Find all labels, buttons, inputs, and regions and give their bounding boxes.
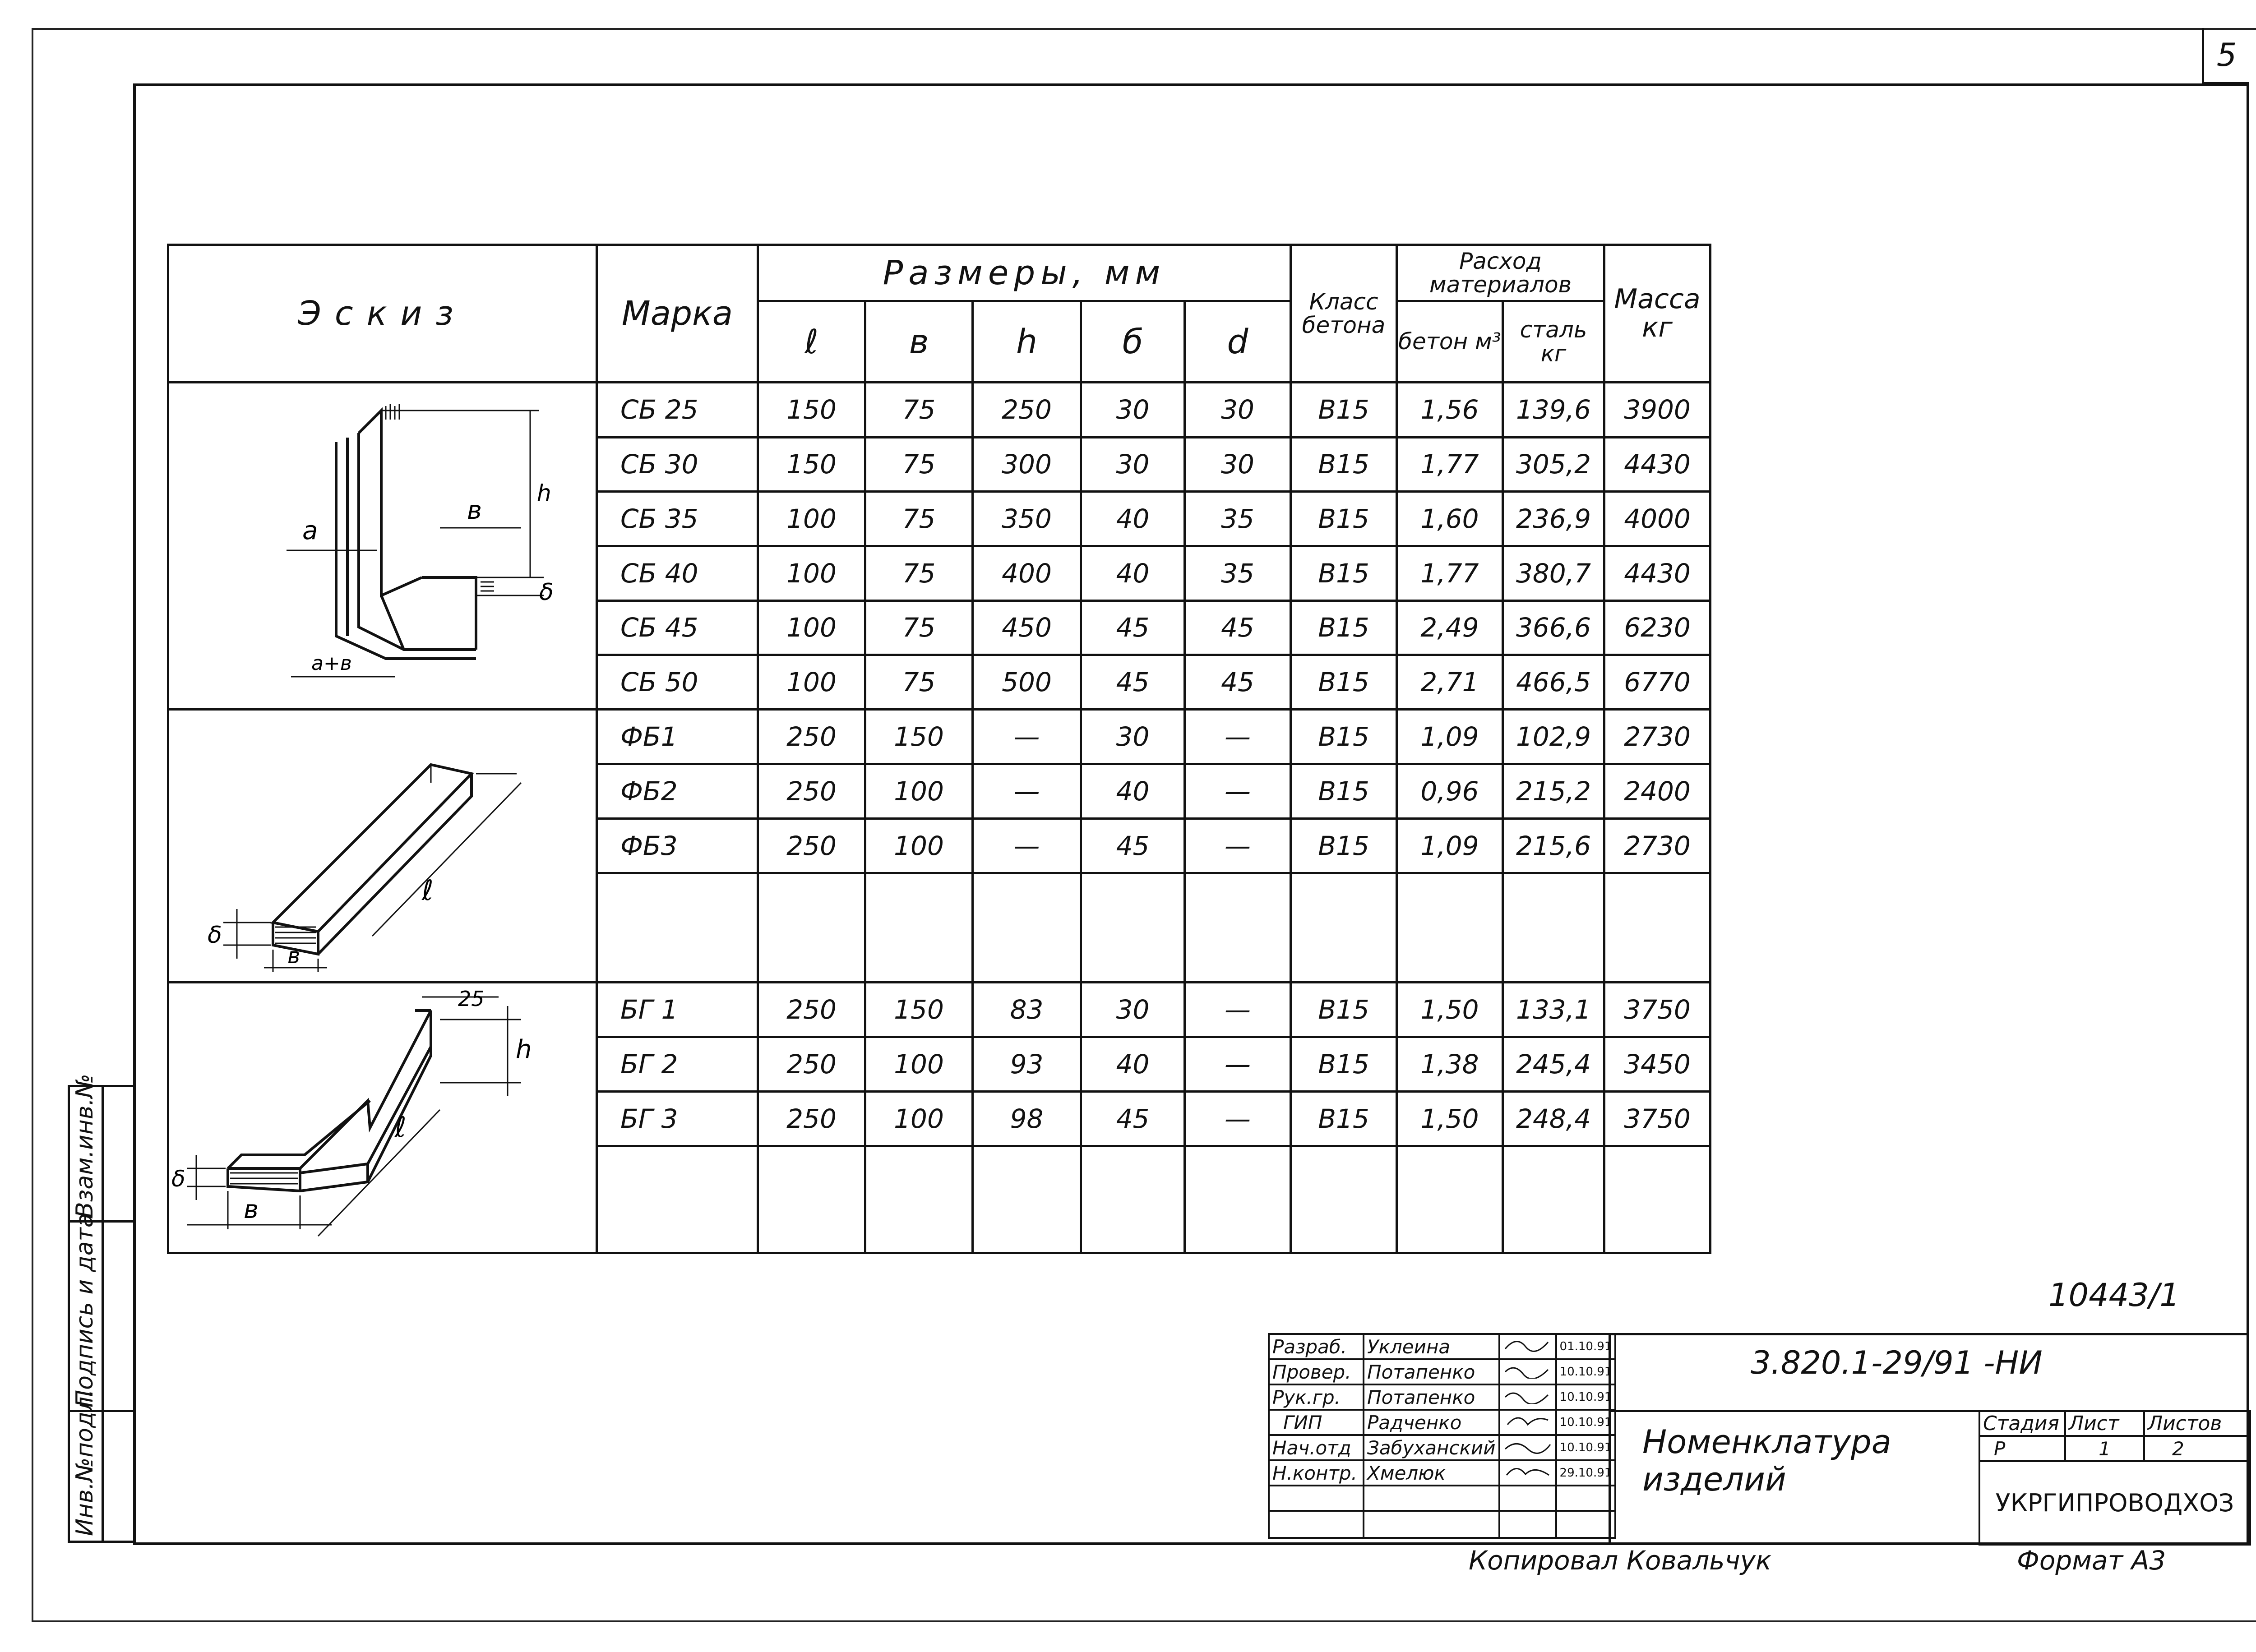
sketch-fb-label-l: ℓ — [422, 874, 434, 907]
sketch-fb-label-b: в — [287, 943, 300, 969]
empty-cell — [1499, 1511, 1556, 1538]
sketch-bg-label-l: ℓ — [395, 1111, 407, 1144]
empty-cell — [1604, 873, 1710, 983]
row-concrete: 0,96 — [1397, 764, 1503, 819]
row-concrete: 1,50 — [1397, 1092, 1503, 1146]
signature-date: 10.10.91 — [1556, 1384, 1616, 1410]
signature-row — [1269, 1334, 1615, 1359]
row-h: — — [973, 819, 1081, 873]
row-b: 150 — [865, 983, 973, 1037]
row-d: 35 — [1185, 492, 1291, 546]
row-h: 450 — [973, 600, 1081, 655]
row-mark: БГ 3 — [597, 1092, 758, 1146]
row-t: 40 — [1081, 764, 1185, 819]
side-stamp — [68, 1074, 135, 1543]
row-concrete: 1,60 — [1397, 492, 1503, 546]
sketch-bg-label-delta: δ — [171, 1166, 185, 1192]
row-mark: СБ 25 — [597, 383, 758, 438]
row-h: 350 — [973, 492, 1081, 546]
row-t: 40 — [1081, 1037, 1185, 1092]
side-stamp-signature: Подпись и дата — [71, 1213, 98, 1407]
row-class: В15 — [1291, 1037, 1397, 1092]
row-class: В15 — [1291, 437, 1397, 492]
document-title: Номенклатура изделий — [1642, 1423, 1891, 1498]
row-steel: 102,9 — [1503, 710, 1604, 764]
empty-cell — [865, 1146, 973, 1253]
row-l: 250 — [758, 710, 865, 764]
header-concrete-m3: бетон м³ — [1397, 301, 1503, 383]
empty-cell — [1364, 1486, 1499, 1511]
signature-date: 29.10.91 — [1556, 1460, 1616, 1486]
row-b: 75 — [865, 655, 973, 710]
signature-table — [1268, 1333, 1616, 1539]
row-d: — — [1185, 819, 1291, 873]
row-d: 30 — [1185, 437, 1291, 492]
signature-name: Хмелюк — [1364, 1460, 1499, 1486]
signature-date: 10.10.91 — [1556, 1359, 1616, 1384]
row-l: 100 — [758, 492, 865, 546]
empty-cell — [1291, 1146, 1397, 1253]
row-d: — — [1185, 983, 1291, 1037]
empty-cell — [758, 873, 865, 983]
row-l: 150 — [758, 437, 865, 492]
row-d: 45 — [1185, 655, 1291, 710]
row-t: 30 — [1081, 983, 1185, 1037]
signature-role: Провер. — [1269, 1359, 1364, 1384]
empty-cell — [758, 1146, 865, 1253]
row-d: 30 — [1185, 383, 1291, 438]
row-b: 75 — [865, 437, 973, 492]
row-mark: БГ 1 — [597, 983, 758, 1037]
empty-cell — [1081, 1146, 1185, 1253]
row-l: 250 — [758, 1092, 865, 1146]
row-h: 400 — [973, 546, 1081, 600]
signature-name: Потапенко — [1364, 1359, 1499, 1384]
row-concrete: 1,77 — [1397, 437, 1503, 492]
row-steel: 245,4 — [1503, 1037, 1604, 1092]
signature-mark — [1499, 1384, 1556, 1410]
empty-cell — [1503, 1146, 1604, 1253]
signature-date: 01.10.91 — [1556, 1334, 1616, 1359]
empty-cell — [597, 873, 758, 983]
sketch-bg-label-b: в — [244, 1195, 259, 1224]
stage-value: Р — [1979, 1436, 2065, 1461]
header-sketch: Эскиз — [168, 245, 597, 383]
empty-cell — [1185, 1146, 1291, 1253]
signature-row — [1269, 1359, 1615, 1384]
empty-cell — [1556, 1511, 1616, 1538]
row-class: В15 — [1291, 764, 1397, 819]
signature-mark — [1499, 1460, 1556, 1486]
signature-mark — [1499, 1359, 1556, 1384]
row-mark: ФБ3 — [597, 819, 758, 873]
row-steel: 215,6 — [1503, 819, 1604, 873]
row-class: В15 — [1291, 983, 1397, 1037]
row-l: 150 — [758, 383, 865, 438]
row-d: 45 — [1185, 600, 1291, 655]
row-concrete: 1,56 — [1397, 383, 1503, 438]
row-t: 45 — [1081, 600, 1185, 655]
sheet-label: Лист — [2065, 1411, 2144, 1436]
sketch-fb-label-delta: δ — [208, 922, 222, 949]
header-dim-t: б — [1081, 301, 1185, 383]
header-concrete-class: Класс бетона — [1291, 245, 1397, 383]
row-mass: 6770 — [1604, 655, 1710, 710]
row-mass: 2730 — [1604, 710, 1710, 764]
row-mark: БГ 2 — [597, 1037, 758, 1092]
row-mass: 3900 — [1604, 383, 1710, 438]
row-t: 45 — [1081, 819, 1185, 873]
row-h: 250 — [973, 383, 1081, 438]
row-h: 500 — [973, 655, 1081, 710]
row-mass: 3750 — [1604, 1092, 1710, 1146]
row-mark: ФБ2 — [597, 764, 758, 819]
header-materials: Расход материалов — [1397, 245, 1604, 301]
sketch-sb — [168, 383, 597, 710]
empty-cell — [865, 873, 973, 983]
row-mass: 2400 — [1604, 764, 1710, 819]
row-concrete: 1,09 — [1397, 710, 1503, 764]
sheet-number-box — [2202, 28, 2249, 84]
sketch-sb-label-h: h — [537, 480, 551, 506]
header-dim-h: h — [973, 301, 1081, 383]
row-t: 40 — [1081, 546, 1185, 600]
row-b: 100 — [865, 819, 973, 873]
sketch-sb-label-a: a — [302, 516, 318, 545]
row-mark: ФБ1 — [597, 710, 758, 764]
row-steel: 380,7 — [1503, 546, 1604, 600]
row-t: 45 — [1081, 655, 1185, 710]
row-concrete: 1,77 — [1397, 546, 1503, 600]
header-mass: Масса кг — [1604, 245, 1710, 383]
sketch-fb — [168, 710, 597, 983]
row-b: 150 — [865, 710, 973, 764]
row-h: 83 — [973, 983, 1081, 1037]
row-t: 30 — [1081, 383, 1185, 438]
sketch-bg-label-h: h — [516, 1035, 532, 1064]
empty-cell — [1499, 1486, 1556, 1511]
row-concrete: 2,49 — [1397, 600, 1503, 655]
row-t: 40 — [1081, 492, 1185, 546]
header-dim-l: ℓ — [758, 301, 865, 383]
row-b: 75 — [865, 600, 973, 655]
sketch-bg — [168, 983, 597, 1253]
sketch-sb-label-b: в — [467, 496, 482, 525]
sketch-sb-label-delta: δ — [539, 579, 554, 606]
empty-cell — [597, 1146, 758, 1253]
row-class: В15 — [1291, 1092, 1397, 1146]
empty-cell — [1269, 1511, 1364, 1538]
row-t: 45 — [1081, 1092, 1185, 1146]
empty-cell — [1081, 873, 1185, 983]
side-stamp-replaced: Взам.инв.№ — [71, 1074, 98, 1218]
sheets-value: 2 — [2144, 1436, 2250, 1461]
row-mass: 6230 — [1604, 600, 1710, 655]
row-mass: 4430 — [1604, 437, 1710, 492]
row-d: 35 — [1185, 546, 1291, 600]
row-h: 93 — [973, 1037, 1081, 1092]
row-steel: 139,6 — [1503, 383, 1604, 438]
signature-mark — [1499, 1334, 1556, 1359]
spec-table — [167, 244, 1711, 1254]
outer-frame-bottom — [32, 1620, 2256, 1622]
row-class: В15 — [1291, 655, 1397, 710]
sketch-sb-label-ab: a+в — [311, 652, 352, 675]
row-t: 30 — [1081, 710, 1185, 764]
row-l: 100 — [758, 600, 865, 655]
empty-cell — [1397, 873, 1503, 983]
row-steel: 366,6 — [1503, 600, 1604, 655]
signature-date: 10.10.91 — [1556, 1410, 1616, 1435]
row-d: — — [1185, 1092, 1291, 1146]
row-concrete: 2,71 — [1397, 655, 1503, 710]
organization: УКРГИПРОВОДХОЗ — [1979, 1461, 2250, 1545]
signature-name: Радченко — [1364, 1410, 1499, 1435]
row-steel: 248,4 — [1503, 1092, 1604, 1146]
row-d: — — [1185, 710, 1291, 764]
row-l: 100 — [758, 655, 865, 710]
row-steel: 133,1 — [1503, 983, 1604, 1037]
row-concrete: 1,09 — [1397, 819, 1503, 873]
row-mark: СБ 35 — [597, 492, 758, 546]
row-b: 100 — [865, 1037, 973, 1092]
empty-cell — [1185, 873, 1291, 983]
inventory-number: 10443/1 — [2048, 1277, 2180, 1314]
row-h: 98 — [973, 1092, 1081, 1146]
row-b: 100 — [865, 1092, 973, 1146]
signature-name: Уклеина — [1364, 1334, 1499, 1359]
sketch-sb-drawing — [169, 383, 596, 708]
header-dimensions: Размеры, мм — [758, 245, 1291, 301]
row-concrete: 1,50 — [1397, 983, 1503, 1037]
row-class: В15 — [1291, 546, 1397, 600]
empty-cell — [1291, 873, 1397, 983]
header-steel-kg: сталь кг — [1503, 301, 1604, 383]
signature-role: ГИП — [1269, 1410, 1364, 1435]
outer-frame-left — [32, 28, 33, 1620]
row-b: 75 — [865, 546, 973, 600]
empty-cell — [1604, 1146, 1710, 1253]
row-class: В15 — [1291, 600, 1397, 655]
side-stamp-inv: Инв.№подл. — [71, 1389, 98, 1536]
row-t: 30 — [1081, 437, 1185, 492]
signature-role: Нач.отд — [1269, 1435, 1364, 1460]
header-dim-b: в — [865, 301, 973, 383]
row-d: — — [1185, 764, 1291, 819]
row-mass: 3450 — [1604, 1037, 1710, 1092]
empty-cell — [1269, 1486, 1364, 1511]
sheet-number: 5 — [2216, 37, 2237, 74]
signature-role: Н.контр. — [1269, 1460, 1364, 1486]
row-class: В15 — [1291, 492, 1397, 546]
row-l: 100 — [758, 546, 865, 600]
stage-table — [1979, 1410, 2251, 1546]
sketch-fb-drawing — [169, 711, 596, 981]
header-dim-d: d — [1185, 301, 1291, 383]
signature-role: Рук.гр. — [1269, 1384, 1364, 1410]
row-mark: СБ 40 — [597, 546, 758, 600]
row-h: 300 — [973, 437, 1081, 492]
row-l: 250 — [758, 983, 865, 1037]
row-steel: 215,2 — [1503, 764, 1604, 819]
header-mark: Марка — [597, 245, 758, 383]
row-d: — — [1185, 1037, 1291, 1092]
signature-date: 10.10.91 — [1556, 1435, 1616, 1460]
row-l: 250 — [758, 819, 865, 873]
empty-cell — [1397, 1146, 1503, 1253]
row-concrete: 1,38 — [1397, 1037, 1503, 1092]
sketch-bg-drawing — [169, 983, 596, 1252]
signature-row — [1269, 1410, 1615, 1435]
empty-cell — [973, 1146, 1081, 1253]
signature-mark — [1499, 1410, 1556, 1435]
row-mass: 3750 — [1604, 983, 1710, 1037]
row-class: В15 — [1291, 710, 1397, 764]
empty-cell — [1503, 873, 1604, 983]
signature-name: Забуханский — [1364, 1435, 1499, 1460]
row-class: В15 — [1291, 819, 1397, 873]
side-stamp-divider — [102, 1085, 104, 1543]
empty-cell — [1556, 1486, 1616, 1511]
sheet-format: Формат А3 — [2017, 1545, 2166, 1576]
row-b: 100 — [865, 764, 973, 819]
row-class: В15 — [1291, 383, 1397, 438]
sheet-value: 1 — [2065, 1436, 2144, 1461]
row-h: — — [973, 764, 1081, 819]
row-mass: 4000 — [1604, 492, 1710, 546]
row-mass: 2730 — [1604, 819, 1710, 873]
row-l: 250 — [758, 1037, 865, 1092]
signature-name: Потапенко — [1364, 1384, 1499, 1410]
row-mark: СБ 45 — [597, 600, 758, 655]
row-b: 75 — [865, 383, 973, 438]
row-mass: 4430 — [1604, 546, 1710, 600]
row-mark: СБ 30 — [597, 437, 758, 492]
row-steel: 236,9 — [1503, 492, 1604, 546]
empty-cell — [973, 873, 1081, 983]
signature-row — [1269, 1435, 1615, 1460]
copied-by: Копировал Ковальчук — [1469, 1545, 1772, 1576]
empty-cell — [1364, 1511, 1499, 1538]
row-steel: 305,2 — [1503, 437, 1604, 492]
sheets-label: Листов — [2144, 1411, 2250, 1436]
row-b: 75 — [865, 492, 973, 546]
outer-frame-top — [32, 28, 2256, 30]
signature-role: Разраб. — [1269, 1334, 1364, 1359]
stage-label: Стадия — [1979, 1411, 2065, 1436]
signature-mark — [1499, 1435, 1556, 1460]
sketch-bg-label-25: 25 — [458, 987, 485, 1011]
row-steel: 466,5 — [1503, 655, 1604, 710]
signature-row — [1269, 1460, 1615, 1486]
signature-row — [1269, 1384, 1615, 1410]
row-l: 250 — [758, 764, 865, 819]
row-h: — — [973, 710, 1081, 764]
row-mark: СБ 50 — [597, 655, 758, 710]
document-code: 3.820.1-29/91 -НИ — [1751, 1344, 2043, 1381]
